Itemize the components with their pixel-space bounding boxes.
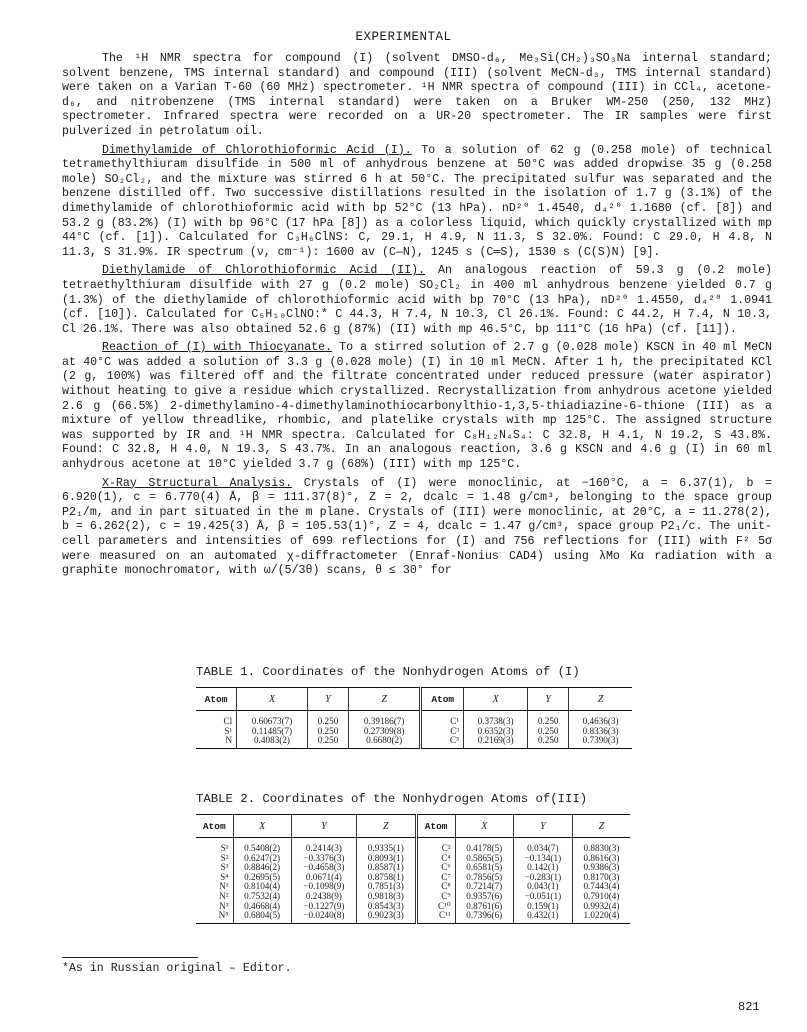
table-cell: 0.6581(5) — [455, 863, 513, 873]
table-cell: −0.283(1) — [513, 873, 572, 883]
table-header-cell: Z — [357, 815, 417, 838]
table-cell: C⁷ — [416, 873, 455, 883]
table-cell: 0.250 — [528, 736, 569, 748]
run-in-heading: Dimethylamide of Chlorothioformic Acid (I). — [102, 143, 412, 157]
table-cell: 0.2169(3) — [464, 736, 528, 748]
table-cell: 0.7851(3) — [357, 882, 417, 892]
table-cell: 0.034(7) — [513, 838, 572, 854]
table-cell: 0.6352(3) — [464, 727, 528, 737]
table-cell: 1.0220(4) — [572, 911, 630, 923]
table-cell: N⁵ — [196, 911, 233, 923]
table-cell: 0.5408(2) — [233, 838, 291, 854]
table-cell: 0.8761(6) — [455, 902, 513, 912]
paragraph-text: To a stirred solution of 2.7 g (0.028 mole) KSCN in 40 ml MeCN at 40°C was added a solution of 3.3 g (0.028 mole) (I) in 10 ml MeCN. After 1 h, the precipitated KCl (2 g, 100%) was filtered off and the filtrate concentrated under reduced pressure (water aspirator) without heating to give a residue which crystallized. Recrystallization from anhydrous acetone yielded 2.6 g (66.5%) 2-dimethylamino-4-dimethylaminothiocarbonylthio-1,3,5-thiadiazine-6-thione (III) as a mixture of yellow threadlike, rhombic, and platelike crystals with mp 125°C. The assigned structure was supported by IR and ¹H NMR spectra. Calculated for C₈H₁₂N₄S₄: C 32.8, H 4.1, N 19.2, S 43.8%. Found: C 32.8, H 4.0, N 19.3, S 43.7%. In an analogous reaction, 3.6 g KSCN and 4.6 g (I) in 60 ml anhydrous acetone at 10°C yielded 3.7 g (68%) (III) with mp 125°C. — [62, 341, 772, 472]
table-header-cell: Atom — [196, 815, 233, 838]
table-cell: C¹⁰ — [416, 902, 455, 912]
table-cell: 0.4083(2) — [237, 736, 308, 748]
table-cell: 0.8830(3) — [572, 838, 630, 854]
table-cell: Cl — [223, 716, 233, 726]
run-in-heading: X-Ray Structural Analysis. — [102, 476, 293, 490]
paragraph-text: The ¹H NMR spectra for compound (I) (solvent DMSO-d₆, Me₃Si(CH₂)₃SO₃Na internal standard; solvent benzene, TMS internal standard) and compound (III) (solvent MeCN-d₃, TMS internal standard) were taken on a Varian T-60 (60 MHz) spectrometer. ¹H NMR spectra of compound (III) in CCl₄, acetone-d₆, and nitrobenzene (TMS internal standard) were taken on a Bruker WM-250 (250, 132 MHz) spectrometer. Infrared spectra were recorded on a UR-20 spectrometer. The IR samples were first pulverized in petrolatum oil. — [62, 52, 772, 138]
table-cell: N³ — [219, 900, 229, 911]
table-cell: 0.0671(4) — [291, 873, 356, 883]
table-cell: 0.60673(7) — [237, 711, 308, 727]
table-cell: 0.250 — [528, 727, 569, 737]
paragraph — [62, 52, 772, 140]
table-cell: −0.0240(8) — [291, 911, 356, 923]
table-cell: 0.250 — [307, 711, 348, 727]
table-cell: N — [196, 736, 237, 748]
table-cell: 0.39186(7) — [349, 711, 421, 727]
table-header-cell: Y — [291, 815, 356, 838]
table-cell: 0.7214(7) — [455, 882, 513, 892]
table-cell: 0.159(1) — [513, 902, 572, 912]
table-cell: −0.051(1) — [513, 892, 572, 902]
table-cell: 0.4636(3) — [569, 711, 632, 727]
table-cell: 0.8758(1) — [357, 873, 417, 883]
table-cell: S¹ — [220, 843, 229, 853]
table-cell: −0.134(1) — [513, 854, 572, 864]
table-header-cell: Atom — [196, 688, 237, 711]
table-header-cell: Atom — [421, 688, 464, 711]
table-cell: S³ — [220, 862, 229, 873]
table-cell: 0.8104(4) — [233, 882, 291, 892]
table-cell: 0.9818(3) — [357, 892, 417, 902]
table1-caption: TABLE 1. Coordinates of the Nonhydrogen Atoms of (I) — [196, 665, 580, 679]
table-row — [196, 736, 632, 748]
paragraph-text: An analogous reaction of 59.3 g (0.2 mole) tetraethylthiuram disulfide with 27 g (0.2 mole) SO₂Cl₂ in 400 ml anhydrous benzene yielded 0.7 g (1.3%) of the diethylamide of chlorothioformic acid with bp 70°C (13 hPa), nD²⁰ 1.4550, d₄²⁰ 1.0941 (cf. [10]). Calculated for C₅H₁₀ClNO:* C 44.3, H 7.4, N 10.3, Cl 26.1%. Found: C 44.2, H 7.4, N 10.3, Cl 26.1%. There was also obtained 52.6 g (87%) (II) with mp 46.5°C, bp 111°C (16 hPa) (cf. [11]). — [62, 264, 773, 336]
table-cell: C⁶ — [416, 863, 455, 873]
table-cell: 0.2438(9) — [291, 892, 356, 902]
table-cell: 0.432(1) — [513, 911, 572, 923]
table-cell: 0.5865(5) — [455, 854, 513, 864]
table-cell: 0.7856(5) — [455, 873, 513, 883]
table-cell: 0.250 — [307, 727, 348, 737]
table-cell: N² — [219, 890, 229, 901]
table-cell: 0.8093(1) — [357, 854, 417, 864]
body-text — [62, 52, 772, 583]
table-cell: C¹¹ — [416, 911, 455, 923]
table-cell: 0.7443(4) — [572, 882, 630, 892]
paragraph — [62, 477, 772, 579]
table-row — [196, 911, 630, 923]
table2 — [196, 814, 630, 924]
table-header-cell: X — [455, 815, 513, 838]
run-in-heading: Diethylamide of Chlorothioformic Acid (II). — [102, 264, 426, 278]
table-cell: −0.1098(9) — [291, 882, 356, 892]
paragraph-text: To a solution of 62 g (0.258 mole) of technical tetramethylthiuram disulfide in 500 ml of anhydrous benzene at 50°C was added dropwise 35 g (0.258 mole) SO₂Cl₂, and the mixture was stirred 6 h at 50°C. The precipitated sulfur was separated and the benzene distilled off. Two successive distillations resulted in the isolation of 1.7 g (3.1%) of the dimethylamide of chlorothioformic acid with bp 52°C (13 hPa). nD²⁰ 1.4540, d₄²⁰ 1.1680 (cf. [8]) and 53.2 g (83.2%) (I) with bp 96°C (17 hPa [8]) as a colorless liquid, which quickly crystallized with mp 44°C (cf. [1]). Calculated for C₃H₆ClNS: C, 29.1, H 4.9, N 11.3, S 32.0%. Found: C 29.0, H 4.8, N 11.3, S 31.9%. IR spectrum (ν, cm⁻¹): 1600 av (C—N), 1245 s (C═S), 1530 s (C(S)N) [9]. — [62, 143, 772, 259]
table-cell: 0.250 — [528, 711, 569, 727]
table2-caption: TABLE 2. Coordinates of the Nonhydrogen Atoms of(III) — [196, 792, 588, 806]
table-cell: 0.3738(3) — [464, 711, 528, 727]
table-cell: 0.142(1) — [513, 863, 572, 873]
footnote: *As in Russian original – Editor. — [62, 962, 292, 975]
table-cell: −0.1227(9) — [291, 902, 356, 912]
table-header-cell: X — [237, 688, 308, 711]
table-cell: C³ — [421, 727, 464, 737]
table-cell: 0.8336(3) — [569, 727, 632, 737]
table-cell: 0.9932(4) — [572, 902, 630, 912]
table-cell: N¹ — [219, 881, 229, 892]
table-cell: 0.9335(1) — [357, 838, 417, 854]
table-cell: 0.8170(3) — [572, 873, 630, 883]
table-cell: C⁴ — [416, 854, 455, 864]
paragraph — [62, 341, 772, 472]
table-cell: 0.9023(3) — [357, 911, 417, 923]
table-cell: 0.27309(8) — [349, 727, 421, 737]
page-number: 821 — [738, 1000, 760, 1014]
table-header-cell: Atom — [416, 815, 455, 838]
table-cell: 0.7396(6) — [455, 911, 513, 923]
table-cell: S¹ — [224, 725, 233, 736]
table-header-cell: Z — [572, 815, 630, 838]
section-heading: EXPERIMENTAL — [355, 30, 452, 44]
table-cell: S⁴ — [220, 871, 229, 882]
table-header-cell: Y — [528, 688, 569, 711]
paragraph-text: Crystals of (I) were monoclinic, at −160°C, a = 6.37(1), b = 6.920(1), c = 6.770(4) Å, β = 111.37(8)°, Z = 2, dcalc = 1.48 g/cm³, belonging to the space group P2₁/m, and in part situated in the m plane. Crystals of (III) were monoclinic, at 20°C, a = 11.278(2), b = 6.262(2), c = 19.425(3) Å, β = 105.53(1)°, Z = 4, dcalc = 1.47 g/cm³, space group P2₁/c. The unit-cell parameters and intensities of 699 reflections for (I) and 756 reflections for (III) with F² 5σ were measured on an automated χ-diffractometer (Enraf-Nonius CAD4) using λMo Kα radiation with a graphite monochromator, with ω/(5/3θ) scans, θ ≤ 30° for — [62, 476, 772, 578]
table-cell: 0.8846(2) — [233, 863, 291, 873]
table-cell: 0.9386(3) — [572, 863, 630, 873]
table-cell: 0.6680(2) — [349, 736, 421, 748]
table-cell: 0.2695(5) — [233, 873, 291, 883]
table-cell: 0.6247(2) — [233, 854, 291, 864]
table-cell: 0.8616(3) — [572, 854, 630, 864]
table-cell: 0.8543(3) — [357, 902, 417, 912]
table-cell: 0.6804(5) — [233, 911, 291, 923]
table-cell: 0.4668(4) — [233, 902, 291, 912]
table-cell: 0.7390(3) — [569, 736, 632, 748]
table-header-cell: Y — [513, 815, 572, 838]
table-row — [196, 711, 632, 727]
table-cell: C⁸ — [416, 882, 455, 892]
table-cell: −0.3376(3) — [291, 854, 356, 864]
table-cell: 0.2414(3) — [291, 838, 356, 854]
table-cell: 0.9357(6) — [455, 892, 513, 902]
table-cell: C⁹ — [416, 892, 455, 902]
paragraph — [62, 144, 772, 261]
table-cell: 0.043(1) — [513, 882, 572, 892]
run-in-heading: Reaction of (I) with Thiocyanate. — [102, 341, 333, 355]
table-cell: 0.7532(4) — [233, 892, 291, 902]
table-cell: C² — [416, 838, 455, 854]
paragraph — [62, 264, 772, 337]
table-header-cell: X — [233, 815, 291, 838]
table-cell: S² — [220, 852, 229, 863]
table-row — [196, 838, 630, 854]
table-header-cell: Y — [307, 688, 348, 711]
table-header-cell: X — [464, 688, 528, 711]
table-cell: C⁵ — [421, 736, 464, 748]
table-cell: −0.4658(3) — [291, 863, 356, 873]
table-cell: C¹ — [421, 711, 464, 727]
table-header-cell: Z — [349, 688, 421, 711]
footnote-rule — [62, 957, 198, 958]
table-cell: 0.4178(5) — [455, 838, 513, 854]
table1 — [196, 687, 632, 749]
table-cell: 0.250 — [307, 736, 348, 748]
table-header-cell: Z — [569, 688, 632, 711]
table-cell: 0.7910(4) — [572, 892, 630, 902]
table-cell: 0.11485(7) — [237, 727, 308, 737]
table-cell: 0.8587(1) — [357, 863, 417, 873]
